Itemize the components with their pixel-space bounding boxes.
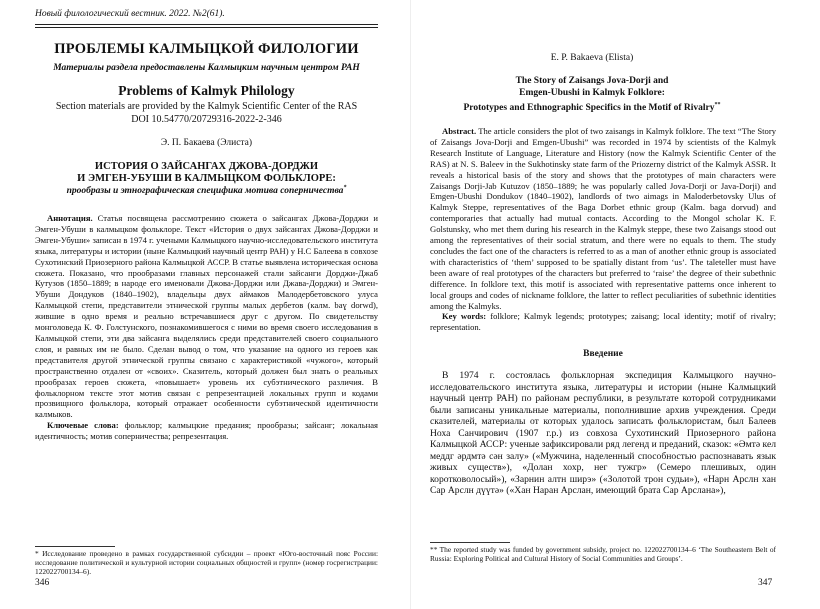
section-subtitle-en: Section materials are provided by the Kalmyk Scientific Center of the RAS xyxy=(55,101,358,112)
intro-paragraph: В 1974 г. состоялась фольклорная экспедиция Калмыцкого научно-исследовательского института языка, литературы и истории (ныне Калмыцкий научный центр РАН) по районам республики, в результате которой сотрудниками были записаны уникальные материалы, пополнившие архив учреждения. Среди сказителей, материалы от которых удалось записать фольклористам, был Балеев Ноха Санчирович (1907 г.р.) из совхоза Сухотинский Приозерного района Калмыцкой АССР: ученые зафиксировали ряд легенд и преданий, сказок: «Әмтә кел меддг әрдмтә сән залу» («Мужчина, наделенный способностью распознавать язык живых существ»), «Долан хохр, нег тужгр» (Семеро плешивых, один коротковолосый»), «Зарнин алтн ширэ» («Золотой трон судьи»), «Нарн Арслн хан Сар Арслн дүүтә» («Хан Наран Арслан, имеющий брата Сар Арслана»), xyxy=(430,370,776,496)
abstract-en xyxy=(430,126,776,333)
keywords-text: фольклор; калмыцкие предания; прообразы; зайсанг; локальная идентичность; мотив соперничества; репрезентация. xyxy=(35,420,378,442)
keywords-label: Ключевые слова: xyxy=(47,420,119,431)
title-line xyxy=(412,100,772,115)
keywords-paragraph xyxy=(35,420,378,442)
footnote-ru: * Исследование проведено в рамках государственной субсидии – проект «Юго-восточный пояс России: исследование политической и культурной истории социальных общностей и групп» (номер госрегистрации: 122022700134–6). xyxy=(35,549,378,576)
title-line: И ЭМГЕН-УБУШИ В КАЛМЫЦКОМ ФОЛЬКЛОРЕ: xyxy=(77,173,336,184)
keywords-text: folklore; Kalmyk legends; prototypes; zaisang; local identity; motif of rivalry; representation. xyxy=(430,311,777,333)
abstract-ru xyxy=(35,213,378,442)
abstract-paragraph xyxy=(430,126,776,311)
page-number-right: 347 xyxy=(758,578,773,588)
keywords-paragraph xyxy=(430,311,776,333)
footnote-rule xyxy=(35,546,115,547)
section-title-en: Problems of Kalmyk Philology xyxy=(118,83,295,98)
doi: DOI 10.54770/20729316-2022-2-346 xyxy=(131,114,282,125)
keywords-label: Key words: xyxy=(442,311,487,322)
journal-header: Новый филологический вестник. 2022. №2(61). xyxy=(35,9,225,19)
abstract-text: The article considers the plot of two zaisangs in Kalmyk folklore. The text “The Story of Zaisangs Jova-Dorji and Emgen-Ubushi” was recorded in 1974 by scientists of the Kalmyk Research Institute of Language, Literature and History (now the Kalmyk Scientific Center of the RAS) at N. S. Baleev in the Sukhotinsky state farm of the Priozerny district of the Kalmyk ASSR. It reveals a historical basis of the story and shows that the prototypes of main characters were Zaisangs Dorji-Jab Kutuzov (1850–1889; he was popularly called Jova-Dorji or Java-Dorji) and Emgen-Ubushi Dondukov (1840–1902), landlords of two aimags in Maloderbetovsky Ulus of Kalmyk Steppe, representatives of the Baga Dorbet ethnic group (Kalm. baga dorvud) and contemporaries that actually had mutual contacts. According to the Mongol scholar K. F. Golstunsky, who met them during his research in the Kalmyk steppe, these two Zaisangs stood out among the representatives of their social stratum, and there were no equals to them. The study concludes the fact one of the characters is referred to as a man of another ethnic group is associated with characteristics of ‘them’ supposed to be spatially distant from ‘us’. The taleteller must have been aware of real prototypes of the characters but preferred to ‘raise’ the degree of their subethnic difference. In folklore text, this motif is associated with representative patterns once inherent to local groups and codes of nickname folklore, the latter to reflect peculiarities of subethnic identities among the Kalmyks. xyxy=(430,126,776,311)
title-line-text: Prototypes and Ethnographic Specifics in the Motif of Rivalry xyxy=(463,102,715,113)
footnote-en: ** The reported study was funded by government subsidy, project no. 122022700134–6 ‘The Southeastern Belt of Russia: Exploring Political and Cultural History of Social Communities and Groups’. xyxy=(430,545,776,563)
page-divider xyxy=(410,0,411,609)
abstract-paragraph xyxy=(35,213,378,420)
footnote-mark: * xyxy=(343,185,347,191)
author-ru: Э. П. Бакаева (Элиста) xyxy=(160,138,253,148)
intro-heading: Введение xyxy=(583,349,623,359)
abstract-text: Статья посвящена рассмотрению сюжета о зайсангах Джова-Дорджи и Эмген-Убуши в калмыцком фольклоре. Текст «История о двух зайсангах Джова-Дорджи и Эмген-Убуши» записан в 1974 г. учеными Калмыцкого научно-исследовательского института языка, литературы и истории (ныне Калмыцкий научный центр РАН) у Н.С Балеева в совхозе Сухотинский Приозерного района Калмыцкой АССР. В статье выявлена историческая основа сюжета. Показано, что прообразами главных персонажей стали зайсанги Дорджи-Джаб Кутузов (1850–1889; в народе его именовали Джова-Дорджи или Джава-Дорджи) и Эмген-Убуши Дондуков (1840–1902), владельцы двух аймаков Малодербетовского улуса Калмыцкой степи, представители этнической группы малых дербетов (калм. baɣ dorwd), жившие в одно время и реально встречавшиеся друг с другом. По свидетельству монголоведа К. Ф. Голстунского, познакомившегося с ними во время своего исследования в Калмыцкой степи, эти два зайсанга выделялись среди представителей своего социального слоя, и равных им не было. Сделан вывод о том, что указание на одного из героев как представителя другой этнической группы связано с характеристикой «чужого», который пространственно отдален от «своих». Сказитель, который должен был знать о реальных прообразах героев сюжета, «повышает» уровень их субэтнического различия. В фольклорном тексте этот мотив связан с репрезентацией локальных групп и кодами прозвищного фольклора, который отражает особенности субэтнической идентичности калмыков. xyxy=(35,213,378,420)
header-rule xyxy=(35,24,378,25)
author-en: E. P. Bakaeva (Elista) xyxy=(550,53,634,63)
page-number-left: 346 xyxy=(35,578,50,588)
title-line: ИСТОРИЯ О ЗАЙСАНГАХ ДЖОВА-ДОРДЖИ xyxy=(94,161,319,172)
section-subtitle: Материалы раздела предоставлены Калмыцким научным центром РАН xyxy=(53,63,360,73)
article-title-ru xyxy=(35,161,378,185)
footnote-mark: ** xyxy=(714,101,721,108)
title-line: The Story of Zaisangs Jova-Dorji and xyxy=(515,76,669,86)
header-rule-thin xyxy=(35,27,378,28)
abstract-label: Аннотация. xyxy=(47,213,93,223)
subtitle-text: прообразы и этнографическая специфика мотива соперничества xyxy=(66,186,344,197)
right-page xyxy=(412,0,820,609)
footnote-rule xyxy=(430,542,510,543)
intro-body xyxy=(430,370,776,497)
article-title-en xyxy=(412,76,772,115)
title-line: Emgen-Ubushi in Kalmyk Folklore: xyxy=(519,87,665,98)
section-title: ПРОБЛЕМЫ КАЛМЫЦКОЙ ФИЛОЛОГИИ xyxy=(54,41,359,57)
abstract-label: Abstract. xyxy=(442,126,477,136)
article-subtitle-ru xyxy=(35,185,378,196)
